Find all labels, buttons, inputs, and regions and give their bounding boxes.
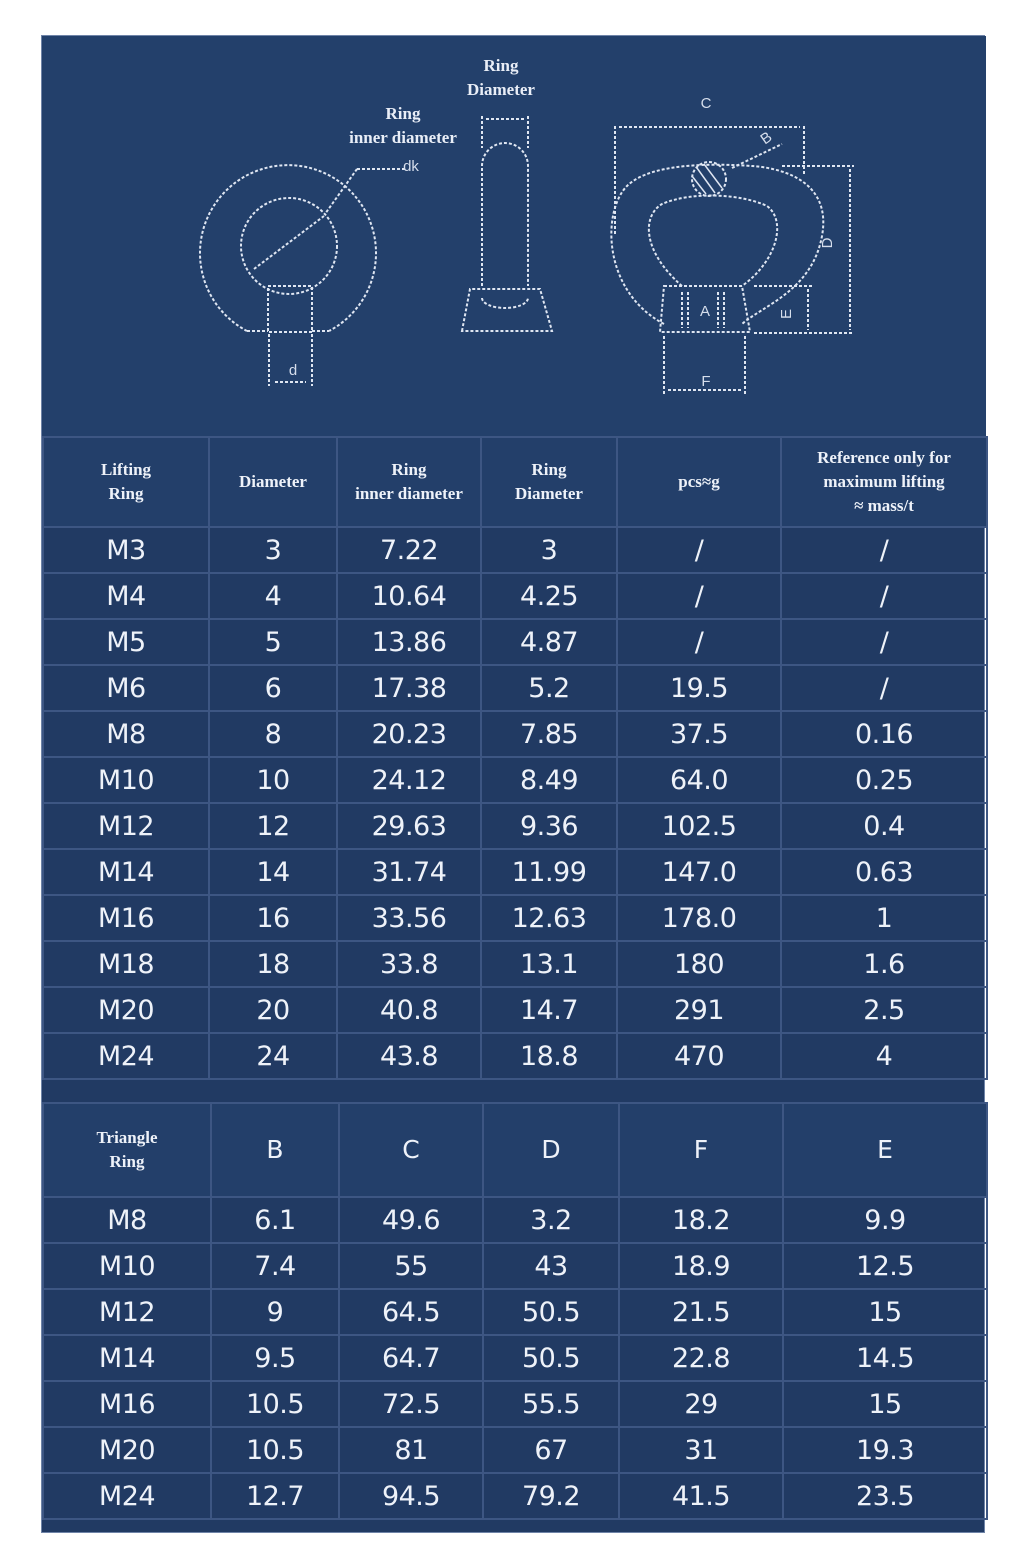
row-label-cell: M16 <box>43 895 209 941</box>
table-cell: 31.74 <box>337 849 481 895</box>
table-cell: 470 <box>617 1033 781 1079</box>
table-cell: 0.25 <box>781 757 987 803</box>
column-header-line: E <box>877 1135 893 1164</box>
table-cell: 10.5 <box>211 1381 339 1427</box>
table-cell: 19.5 <box>617 665 781 711</box>
table-cell: 4 <box>209 573 337 619</box>
column-header-line: pcs≈g <box>678 472 720 491</box>
ring-side-view <box>482 143 528 286</box>
table-cell: 55.5 <box>483 1381 619 1427</box>
technical-diagram <box>42 36 986 438</box>
table-cell: 18.2 <box>619 1197 783 1243</box>
label-F: F <box>701 373 711 390</box>
label-dk: dk <box>403 158 419 175</box>
row-label-cell: M14 <box>43 849 209 895</box>
label-ring-inner-1: Ring <box>385 104 421 123</box>
column-header <box>619 1103 783 1197</box>
triangle-ring-inner <box>649 196 777 286</box>
table-cell: 4.25 <box>481 573 617 619</box>
table-cell: 8.49 <box>481 757 617 803</box>
ring-outer-outline <box>200 165 376 331</box>
table-cell: 5 <box>209 619 337 665</box>
row-label-cell: M10 <box>43 1243 211 1289</box>
table-cell: 15 <box>783 1381 987 1427</box>
table-cell: 1 <box>781 895 987 941</box>
table-cell: 94.5 <box>339 1473 483 1519</box>
row-label-cell: M14 <box>43 1335 211 1381</box>
column-header <box>43 1103 211 1197</box>
table-row <box>43 803 987 849</box>
ring-cross-section <box>692 162 726 196</box>
table-cell: 21.5 <box>619 1289 783 1335</box>
table-cell: 0.63 <box>781 849 987 895</box>
table-cell: 29.63 <box>337 803 481 849</box>
column-header-line: F <box>693 1135 709 1164</box>
table-row <box>43 665 987 711</box>
column-header-line: Triangle <box>96 1128 158 1147</box>
label-B: B <box>757 128 776 149</box>
column-header <box>209 437 337 527</box>
table-row <box>43 1381 987 1427</box>
table-cell: 23.5 <box>783 1473 987 1519</box>
row-label-cell: M12 <box>43 1289 211 1335</box>
table-cell: 33.8 <box>337 941 481 987</box>
row-label-cell: M8 <box>43 711 209 757</box>
table-cell: 64.5 <box>339 1289 483 1335</box>
table-cell: 14 <box>209 849 337 895</box>
column-header <box>339 1103 483 1197</box>
column-header-line: Lifting <box>100 460 152 479</box>
table-cell: 22.8 <box>619 1335 783 1381</box>
row-label-cell: M3 <box>43 527 209 573</box>
ring-inner-circle <box>241 198 337 294</box>
table-cell: 178.0 <box>617 895 781 941</box>
table-row <box>43 573 987 619</box>
side-view-base <box>462 289 552 331</box>
label-d: d <box>288 362 298 379</box>
table-cell: 12.63 <box>481 895 617 941</box>
table-cell: 9 <box>211 1289 339 1335</box>
table-cell: 81 <box>339 1427 483 1473</box>
table-cell: 18 <box>209 941 337 987</box>
table-cell: 20 <box>209 987 337 1033</box>
table-cell: 17.38 <box>337 665 481 711</box>
table-row <box>43 527 987 573</box>
row-label-cell: M4 <box>43 573 209 619</box>
table-cell: 0.16 <box>781 711 987 757</box>
label-ring-diameter-1: Ring <box>483 56 519 75</box>
table-cell: 50.5 <box>483 1335 619 1381</box>
table-cell: 3 <box>209 527 337 573</box>
column-header-line: Diameter <box>515 484 583 503</box>
column-header <box>783 1103 987 1197</box>
table-row <box>43 757 987 803</box>
triangle-ring-table <box>42 1102 988 1520</box>
table-cell: / <box>781 665 987 711</box>
table-cell: 16 <box>209 895 337 941</box>
table-row <box>43 941 987 987</box>
table-cell: 31 <box>619 1427 783 1473</box>
table-row <box>43 1197 987 1243</box>
table-cell: 14.5 <box>783 1335 987 1381</box>
label-ring-inner-2: inner diameter <box>349 128 457 147</box>
column-header-line: Ring <box>391 460 427 479</box>
table-cell: 9.9 <box>783 1197 987 1243</box>
table-cell: 49.6 <box>339 1197 483 1243</box>
table-cell: 7.4 <box>211 1243 339 1289</box>
table-cell: 12 <box>209 803 337 849</box>
table-cell: 8 <box>209 711 337 757</box>
row-label-cell: M18 <box>43 941 209 987</box>
table-row <box>43 619 987 665</box>
table-cell: 3 <box>481 527 617 573</box>
lifting-ring-table <box>42 436 988 1080</box>
table-cell: / <box>617 619 781 665</box>
table-cell: 2.5 <box>781 987 987 1033</box>
column-header-line: C <box>402 1135 420 1164</box>
label-E: E <box>778 308 795 320</box>
column-header-line: Ring <box>109 1152 145 1171</box>
table-cell: 5.2 <box>481 665 617 711</box>
table-row <box>43 849 987 895</box>
header-row <box>43 437 987 527</box>
table-cell: 9.36 <box>481 803 617 849</box>
table-cell: 50.5 <box>483 1289 619 1335</box>
header-row <box>43 1103 987 1197</box>
column-header <box>337 437 481 527</box>
table-cell: / <box>781 573 987 619</box>
table-cell: 64.0 <box>617 757 781 803</box>
table-cell: 3.2 <box>483 1197 619 1243</box>
column-header <box>43 437 209 527</box>
table-cell: 1.6 <box>781 941 987 987</box>
row-label-cell: M24 <box>43 1473 211 1519</box>
column-header-line: inner diameter <box>355 484 463 503</box>
table-cell: 102.5 <box>617 803 781 849</box>
table-cell: 67 <box>483 1427 619 1473</box>
table-cell: 24 <box>209 1033 337 1079</box>
table-cell: 43.8 <box>337 1033 481 1079</box>
triangle-ring-header <box>43 1103 987 1197</box>
table-cell: 7.85 <box>481 711 617 757</box>
table-cell: 14.7 <box>481 987 617 1033</box>
label-ring-diameter-2: Diameter <box>467 80 535 99</box>
spec-sheet <box>41 35 985 1533</box>
table-cell: 55 <box>339 1243 483 1289</box>
threaded-shank <box>268 286 312 332</box>
table-cell: 19.3 <box>783 1427 987 1473</box>
table-cell: 18.8 <box>481 1033 617 1079</box>
row-label-cell: M6 <box>43 665 209 711</box>
table-row <box>43 1473 987 1519</box>
row-label-cell: M20 <box>43 987 209 1033</box>
table-cell: 79.2 <box>483 1473 619 1519</box>
table-cell: 13.86 <box>337 619 481 665</box>
table-cell: 64.7 <box>339 1335 483 1381</box>
column-header-line: Reference only for <box>817 448 951 467</box>
table-cell: 15 <box>783 1289 987 1335</box>
row-label-cell: M24 <box>43 1033 209 1079</box>
table-row <box>43 1289 987 1335</box>
label-D: D <box>819 237 836 249</box>
column-header-line: Diameter <box>239 472 307 491</box>
column-header-line: B <box>266 1135 284 1164</box>
label-A: A <box>699 303 711 320</box>
row-label-cell: M20 <box>43 1427 211 1473</box>
triangle-ring-outer <box>611 165 823 324</box>
table-row <box>43 987 987 1033</box>
table-row <box>43 895 987 941</box>
table-cell: 72.5 <box>339 1381 483 1427</box>
table-cell: 147.0 <box>617 849 781 895</box>
column-header <box>781 437 987 527</box>
table-row <box>43 1427 987 1473</box>
row-label-cell: M12 <box>43 803 209 849</box>
lifting-ring-header <box>43 437 987 527</box>
eye-bolt-drawing <box>42 36 986 436</box>
column-header <box>617 437 781 527</box>
table-cell: 29 <box>619 1381 783 1427</box>
table-row <box>43 1033 987 1079</box>
table-cell: 10.64 <box>337 573 481 619</box>
table-cell: / <box>617 527 781 573</box>
table-cell: 4 <box>781 1033 987 1079</box>
table-cell: 7.22 <box>337 527 481 573</box>
table-cell: 4.87 <box>481 619 617 665</box>
table-cell: 12.5 <box>783 1243 987 1289</box>
table-cell: 24.12 <box>337 757 481 803</box>
table-cell: 6.1 <box>211 1197 339 1243</box>
row-label-cell: M8 <box>43 1197 211 1243</box>
table-cell: 291 <box>617 987 781 1033</box>
table-row <box>43 1243 987 1289</box>
table-cell: 11.99 <box>481 849 617 895</box>
table-row <box>43 1335 987 1381</box>
row-label-cell: M16 <box>43 1381 211 1427</box>
table-cell: 43 <box>483 1243 619 1289</box>
column-header-line: D <box>541 1135 561 1164</box>
lifting-ring-body <box>43 527 987 1079</box>
table-cell: / <box>781 527 987 573</box>
table-cell: 10.5 <box>211 1427 339 1473</box>
column-header <box>483 1103 619 1197</box>
table-cell: 37.5 <box>617 711 781 757</box>
table-cell: 18.9 <box>619 1243 783 1289</box>
table-cell: 13.1 <box>481 941 617 987</box>
table-cell: 6 <box>209 665 337 711</box>
table-cell: 41.5 <box>619 1473 783 1519</box>
table-cell: 180 <box>617 941 781 987</box>
label-C: C <box>700 95 712 112</box>
row-label-cell: M5 <box>43 619 209 665</box>
table-cell: 10 <box>209 757 337 803</box>
column-header-line: maximum lifting <box>823 472 945 491</box>
table-cell: 20.23 <box>337 711 481 757</box>
table-cell: 33.56 <box>337 895 481 941</box>
column-header-line: Ring <box>531 460 567 479</box>
table-cell: 40.8 <box>337 987 481 1033</box>
column-header-line: Ring <box>108 484 144 503</box>
table-row <box>43 711 987 757</box>
table-cell: 0.4 <box>781 803 987 849</box>
column-header-line: ≈ mass/t <box>854 496 914 515</box>
table-cell: / <box>617 573 781 619</box>
table-cell: 9.5 <box>211 1335 339 1381</box>
triangle-ring-body <box>43 1197 987 1519</box>
table-cell: 12.7 <box>211 1473 339 1519</box>
table-cell: / <box>781 619 987 665</box>
column-header <box>481 437 617 527</box>
row-label-cell: M10 <box>43 757 209 803</box>
column-header <box>211 1103 339 1197</box>
